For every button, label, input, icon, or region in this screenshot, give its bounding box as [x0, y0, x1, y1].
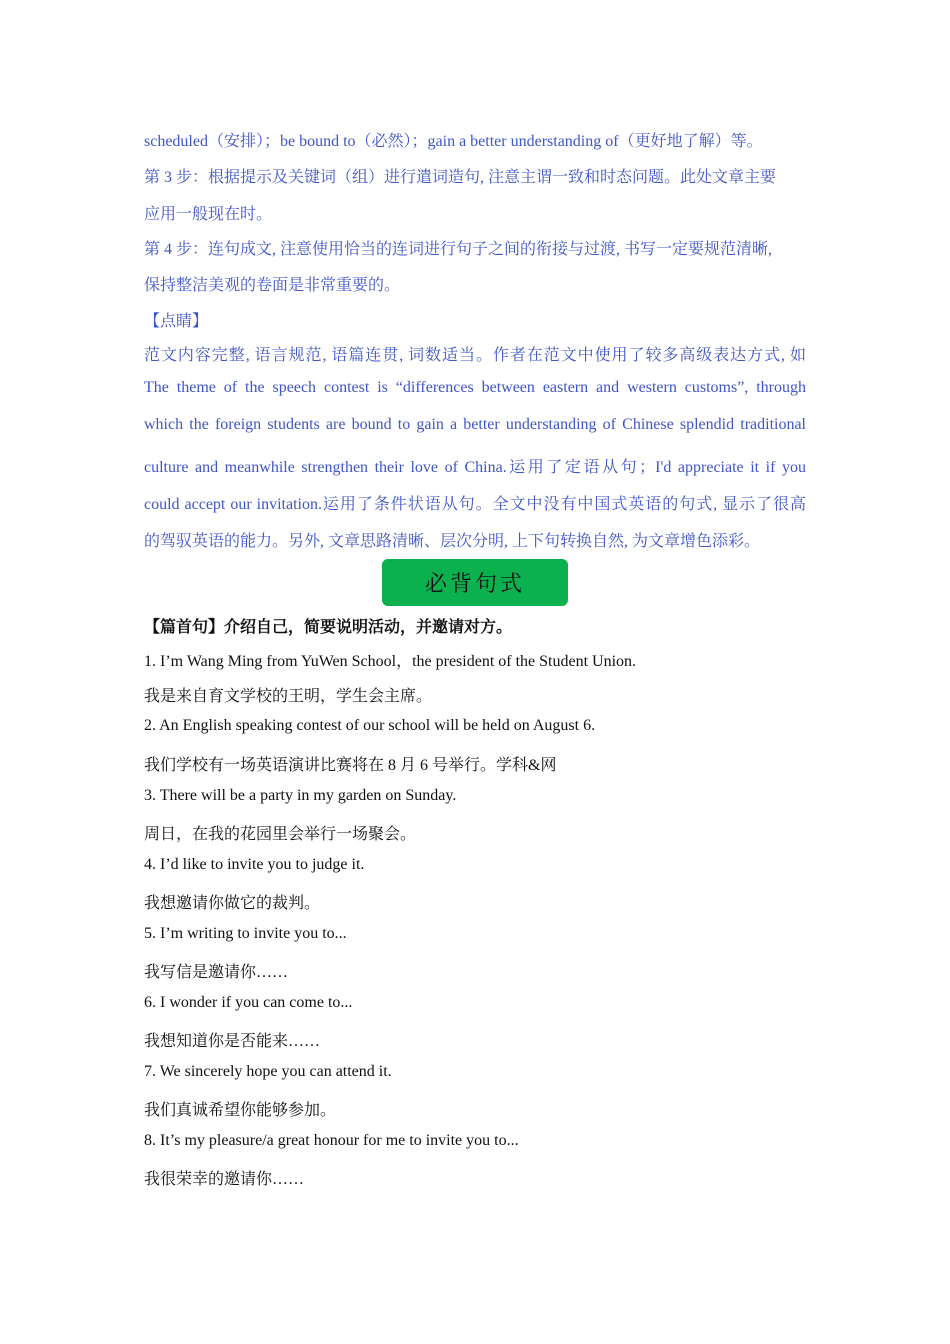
analysis-line: 的驾驭英语的能力。另外, 文章思路清晰、层次分明, 上下句转换自然, 为文章增色添彩。	[144, 533, 761, 550]
sentence-chinese: 我们学校有一场英语演讲比赛将在 8 月 6 号举行。学科&网	[144, 757, 557, 774]
sentence-chinese: 我是来自育文学校的王明，学生会主席。	[144, 688, 433, 705]
sentence-chinese: 我写信是邀请你……	[144, 964, 289, 981]
sentence-english: 7. We sincerely hope you can attend it.	[144, 1063, 392, 1080]
sentence-english: 1. I’m Wang Ming from YuWen School，the president of the Student Union.	[144, 653, 637, 670]
analysis-line: 范文内容完整, 语言规范, 语篇连贯, 词数适当。作者在范文中使用了较多高级表达方式, 如	[144, 347, 806, 364]
sentence-chinese: 我们真诚希望你能够参加。	[144, 1102, 337, 1119]
analysis-line: scheduled（安排）；be bound to（必然）；gain a better understanding of（更好地了解）等。	[144, 133, 763, 150]
analysis-line: The theme of the speech contest is “differences between eastern and western customs”, through	[144, 379, 806, 396]
analysis-line: 应用一般现在时。	[144, 206, 273, 223]
dianjing-heading: 【点睛】	[144, 313, 209, 330]
sentence-english: 8. It’s my pleasure/a great honour for me to invite you to...	[144, 1132, 519, 1149]
analysis-line: 第 3 步：根据提示及关键词（组）进行遣词造句, 注意主谓一致和时态问题。此处文章主要	[144, 169, 777, 186]
analysis-line: which the foreign students are bound to gain a better understanding of Chinese splendid traditional	[144, 416, 806, 433]
sentence-english: 3. There will be a party in my garden on Sunday.	[144, 787, 457, 804]
section-banner	[382, 559, 568, 606]
sentence-chinese: 我想邀请你做它的裁判。	[144, 895, 321, 912]
banner-title: 必背句式	[424, 572, 525, 597]
analysis-line: 保持整洁美观的卷面是非常重要的。	[144, 277, 401, 294]
analysis-line: 第 4 步：连句成文, 注意使用恰当的连词进行句子之间的衔接与过渡, 书写一定要规范清晰,	[144, 241, 773, 258]
sentence-english: 4. I’d like to invite you to judge it.	[144, 856, 365, 873]
section-heading: 【篇首句】介绍自己，简要说明活动，并邀请对方。	[144, 619, 513, 636]
sentence-chinese: 我很荣幸的邀请你……	[144, 1171, 305, 1188]
sentence-english: 6. I wonder if you can come to...	[144, 994, 353, 1011]
sentence-chinese: 我想知道你是否能来……	[144, 1033, 321, 1050]
sentence-english: 2. An English speaking contest of our school will be held on August 6.	[144, 717, 596, 734]
sentence-chinese: 周日，在我的花园里会举行一场聚会。	[144, 826, 417, 843]
analysis-line: culture and meanwhile strengthen their love of China.运用了定语从句；I'd appreciate it if you	[144, 459, 806, 476]
sentence-english: 5. I’m writing to invite you to...	[144, 925, 347, 942]
analysis-line: could accept our invitation.运用了条件状语从句。全文中没有中国式英语的句式, 显示了很高	[144, 496, 806, 513]
